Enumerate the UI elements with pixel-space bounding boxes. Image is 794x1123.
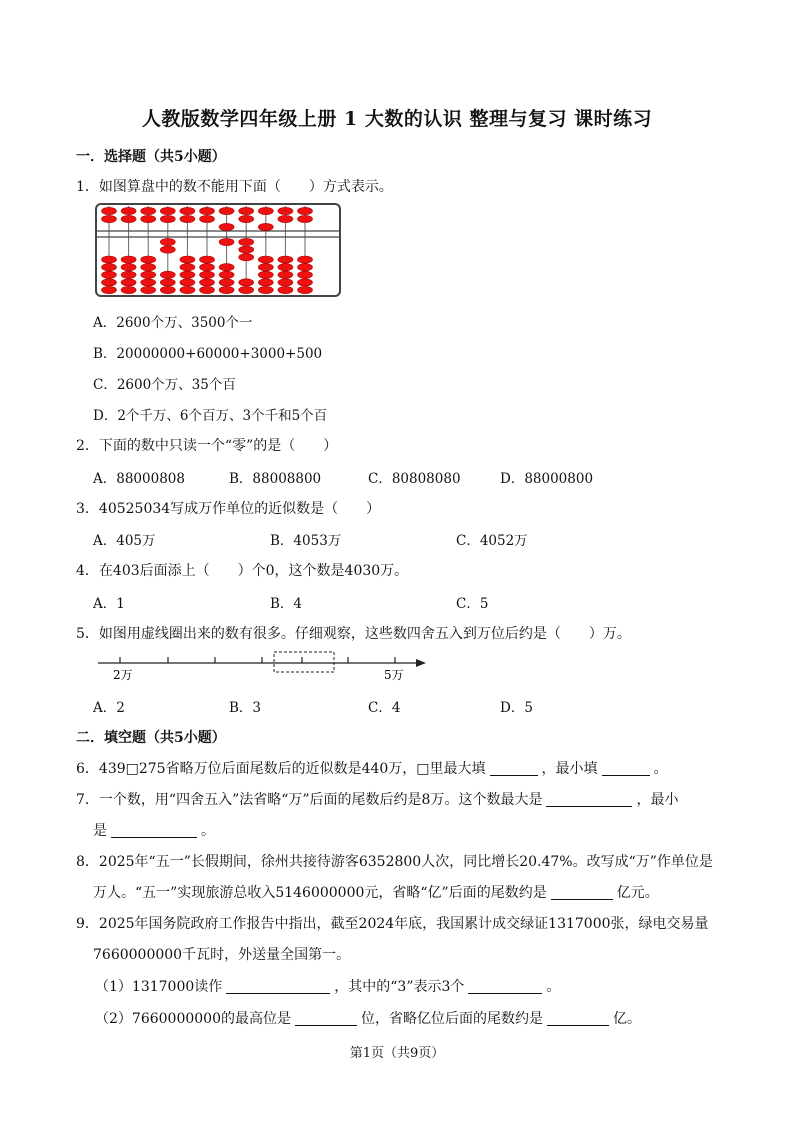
question-3-option-b: B．4053万: [270, 533, 342, 549]
abacus-upper-bead-counted: [258, 223, 273, 230]
abacus-upper-bead: [239, 215, 254, 222]
abacus-upper-bead-counted: [219, 223, 234, 230]
abacus-lower-bead-counted: [239, 254, 254, 261]
question-3-option-c: C．4052万: [456, 533, 528, 549]
abacus-lower-bead: [160, 279, 175, 286]
abacus-lower-bead: [298, 286, 313, 293]
abacus-lower-bead: [200, 286, 215, 293]
abacus-lower-bead: [200, 271, 215, 278]
number-line-label-5wan: 5万: [384, 668, 404, 682]
abacus-lower-bead: [141, 286, 156, 293]
abacus-lower-bead-counted: [239, 238, 254, 245]
abacus-lower-bead: [121, 279, 136, 286]
question-7-text-d: 。: [201, 823, 215, 839]
question-9-sub-2: [95, 1008, 641, 1028]
abacus-upper-bead: [121, 207, 136, 214]
abacus-upper-bead: [298, 215, 313, 222]
abacus-lower-bead: [219, 271, 234, 278]
abacus-upper-bead: [180, 215, 195, 222]
abacus-upper-bead: [219, 207, 234, 214]
abacus-upper-bead: [141, 207, 156, 214]
abacus-lower-bead: [141, 271, 156, 278]
abacus-lower-bead-counted: [160, 246, 175, 253]
question-7-blank-min[interactable]: [111, 823, 197, 838]
question-6-blank-max[interactable]: [490, 761, 538, 776]
abacus-lower-bead: [200, 256, 215, 263]
question-8-text-b: 亿元。: [616, 885, 659, 901]
abacus-lower-bead: [102, 271, 117, 278]
abacus-lower-bead: [258, 264, 273, 271]
number-line-figure: [94, 648, 434, 684]
abacus-lower-bead-counted: [219, 238, 234, 245]
number-line-label-2wan: 2万: [113, 668, 133, 682]
abacus-lower-bead: [102, 286, 117, 293]
abacus-lower-bead: [102, 256, 117, 263]
abacus-lower-bead: [258, 279, 273, 286]
abacus-upper-bead: [278, 215, 293, 222]
abacus-lower-bead: [160, 271, 175, 278]
abacus-lower-bead: [298, 271, 313, 278]
abacus-lower-bead: [200, 279, 215, 286]
question-7-line-1: [76, 789, 678, 809]
question-9-sub1-text-c: 。: [546, 979, 561, 995]
question-7-line-2: [93, 820, 215, 840]
abacus-upper-bead: [102, 207, 117, 214]
question-9-sub2-text-a: （2）7660000000的最高位是: [95, 1011, 291, 1027]
abacus-lower-bead: [121, 264, 136, 271]
abacus-lower-bead: [278, 271, 293, 278]
abacus-lower-bead: [180, 256, 195, 263]
abacus-lower-bead: [278, 279, 293, 286]
question-9-sub1-text-a: （1）1317000读作: [95, 979, 223, 995]
abacus-upper-bead: [298, 207, 313, 214]
page-title: 人教版数学四年级上册 1 大数的认识 整理与复习 课时练习: [141, 108, 653, 130]
question-4-option-a: A．1: [93, 596, 125, 612]
abacus-lower-bead: [121, 286, 136, 293]
abacus-lower-bead: [121, 256, 136, 263]
abacus-lower-bead: [258, 271, 273, 278]
abacus-lower-bead: [180, 286, 195, 293]
abacus-lower-bead: [219, 264, 234, 271]
question-1-stem: 1．如图算盘中的数不能用下面（ ）方式表示。: [76, 179, 393, 195]
question-2-option-c: C．80808080: [368, 471, 461, 487]
question-7-text-c: 是: [93, 823, 107, 839]
question-2-option-a: A．88000808: [93, 471, 185, 487]
abacus-lower-bead: [102, 264, 117, 271]
question-5-option-d: D．5: [500, 700, 533, 716]
abacus-lower-bead-counted: [160, 238, 175, 245]
question-9-line-2: 7660000000千瓦时，外送量全国第一。: [93, 947, 351, 963]
question-9-sub2-text-c: 亿。: [612, 1011, 641, 1027]
question-1-option-b: B．20000000+60000+3000+500: [93, 346, 323, 362]
abacus-lower-bead: [278, 256, 293, 263]
abacus-upper-bead: [258, 207, 273, 214]
abacus-lower-bead: [239, 286, 254, 293]
question-6-text-b: ，最小填: [541, 761, 598, 777]
page-footer: 第1页（共9页）: [349, 1046, 445, 1061]
abacus-upper-bead: [160, 215, 175, 222]
question-7-text-b: ，最小: [636, 792, 679, 808]
question-9-blank-highest[interactable]: [295, 1011, 357, 1026]
question-4-stem: 4．在403后面添上（ ）个0，这个数是4030万。: [76, 563, 409, 579]
section-fill-heading: 二．填空题（共5小题）: [76, 730, 226, 746]
abacus-figure: [94, 202, 342, 298]
abacus-upper-bead: [239, 207, 254, 214]
abacus-lower-bead: [102, 279, 117, 286]
abacus-lower-bead-counted: [239, 246, 254, 253]
question-1-option-a: A．2600个万、3500个一: [93, 315, 253, 331]
abacus-lower-bead: [121, 271, 136, 278]
question-8-text-a: 万人。“五一”实现旅游总收入5146000000元，省略“亿”后面的尾数约是: [93, 885, 547, 901]
question-6: [76, 758, 668, 778]
question-9-sub2-text-b: 位，省略亿位后面的尾数约是: [360, 1011, 543, 1027]
abacus-lower-bead: [180, 271, 195, 278]
question-8-line-2: [93, 882, 659, 902]
question-7-blank-max[interactable]: [546, 792, 632, 807]
question-8-blank-yi[interactable]: [551, 885, 613, 900]
question-2-option-d: D．88000800: [500, 471, 594, 487]
question-9-sub-1: [95, 976, 560, 996]
abacus-lower-bead: [180, 279, 195, 286]
question-1-option-c: C．2600个万、35个百: [93, 377, 236, 393]
abacus-lower-bead: [141, 279, 156, 286]
section-choice-heading: 一．选择题（共5小题）: [76, 149, 226, 165]
abacus-lower-bead: [180, 264, 195, 271]
abacus-upper-bead: [121, 215, 136, 222]
abacus-lower-bead: [239, 279, 254, 286]
abacus-lower-bead: [278, 264, 293, 271]
question-9-blank-unit[interactable]: [468, 979, 542, 994]
question-4-option-b: B．4: [270, 596, 303, 612]
question-9-blank-read[interactable]: [226, 979, 330, 994]
abacus-lower-bead: [258, 286, 273, 293]
abacus-lower-bead: [141, 264, 156, 271]
abacus-lower-bead: [298, 256, 313, 263]
abacus-upper-bead: [200, 215, 215, 222]
abacus-lower-bead: [258, 256, 273, 263]
question-6-text-a: 6．439□275省略万位后面尾数后的近似数是440万，□里最大填: [76, 761, 486, 777]
abacus-lower-bead: [278, 286, 293, 293]
question-9-sub1-text-b: ，其中的“3”表示3个: [334, 979, 465, 995]
abacus-upper-bead: [141, 215, 156, 222]
abacus-upper-bead: [160, 207, 175, 214]
question-2-option-b: B．88008800: [229, 471, 322, 487]
question-3-option-a: A．405万: [93, 533, 156, 549]
abacus-upper-bead: [102, 215, 117, 222]
question-8-line-1: 8．2025年“五一”长假期间，徐州共接待游客6352800人次，同比增长20.47%。改写成“万”作单位是: [76, 854, 713, 870]
question-9-blank-approx[interactable]: [547, 1011, 609, 1026]
abacus-lower-bead: [160, 286, 175, 293]
question-5-option-a: A．2: [93, 700, 125, 716]
abacus-upper-bead: [200, 207, 215, 214]
question-5-option-c: C．4: [368, 700, 401, 716]
abacus-lower-bead: [298, 279, 313, 286]
question-9-line-1: 9．2025年国务院政府工作报告中指出，截至2024年底，我国累计成交绿证1317000张，绿电交易量: [76, 916, 709, 932]
question-6-text-c: 。: [653, 761, 668, 777]
abacus-lower-bead: [200, 264, 215, 271]
question-4-option-c: C．5: [456, 596, 489, 612]
abacus-lower-bead: [298, 264, 313, 271]
question-6-blank-min[interactable]: [602, 761, 650, 776]
abacus-upper-bead: [278, 207, 293, 214]
question-1-option-d: D．2个千万、6个百万、3个千和5个百: [93, 408, 328, 424]
question-5-stem: 5．如图用虚线圈出来的数有很多。仔细观察，这些数四舍五入到万位后约是（ ）万。: [76, 626, 631, 642]
question-5-option-b: B．3: [229, 700, 262, 716]
abacus-lower-bead: [219, 286, 234, 293]
question-3-stem: 3．40525034写成万作单位的近似数是（ ）: [76, 501, 381, 517]
abacus-lower-bead: [141, 256, 156, 263]
abacus-lower-bead: [219, 279, 234, 286]
abacus-upper-bead: [180, 207, 195, 214]
question-7-text-a: 7．一个数，用“四舍五入”法省略“万”后面的尾数后约是8万。这个数最大是: [76, 792, 543, 808]
question-2-stem: 2．下面的数中只读一个“零”的是（ ）: [76, 438, 338, 454]
